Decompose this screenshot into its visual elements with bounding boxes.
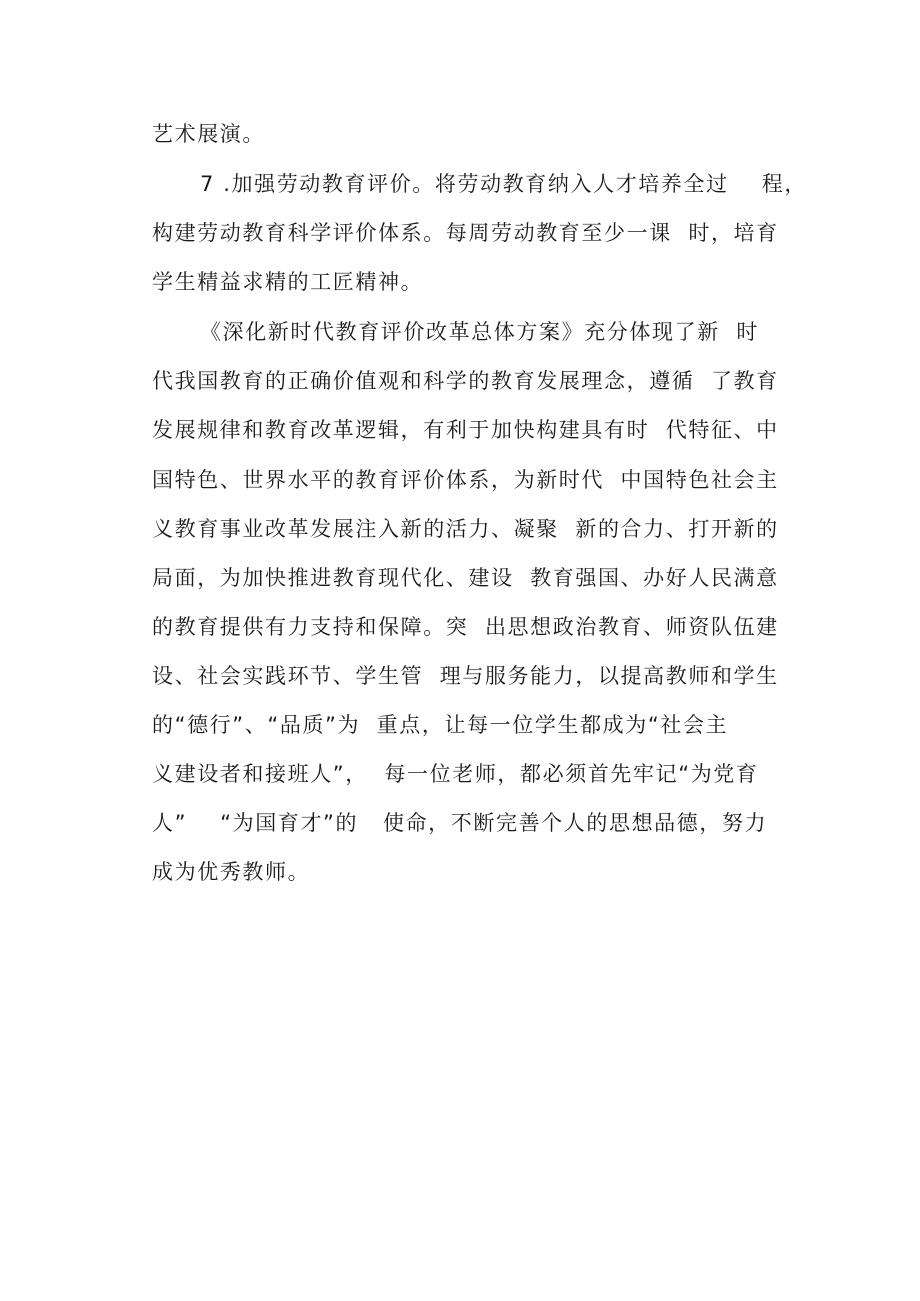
text-line: 成为优秀教师。 xyxy=(152,860,311,884)
text-line: 发展规律和教育改革逻辑，有利于加快构建具有时 代特征、中 xyxy=(152,418,779,442)
text-line: 的“德行”、“品质”为 重点，让每一位学生都成为“社会主 xyxy=(152,713,729,737)
text-line: 艺术展演。 xyxy=(152,122,265,146)
text-line: 设、社会实践环节、学生管 理与服务能力，以提高教师和学生 xyxy=(152,664,779,688)
text-line: 义教育事业改革发展注入新的活力、凝聚 新的合力、打开新的 xyxy=(152,517,779,541)
list-item-heading: 7 .加强劳动教育评价。将劳动教育纳入人才培养全过 程， xyxy=(200,172,808,196)
paragraph-start: 《深化新时代教育评价改革总体方案》充分体现了新 时 xyxy=(200,320,759,344)
text-line: 构建劳动教育科学评价体系。每周劳动教育至少一课 时，培育 xyxy=(152,221,779,245)
text-line: 学生精益求精的工匠精神。 xyxy=(152,270,424,294)
text-line: 代我国教育的正确价值观和科学的教育发展理念，遵循 了教育 xyxy=(152,369,779,393)
text-line: 局面，为加快推进教育现代化、建设 教育强国、办好人民满意 xyxy=(152,566,779,590)
text-line: 义建设者和接班人”， 每一位老师，都必须首先牢记“为党育 xyxy=(152,762,759,786)
text-line: 国特色、世界水平的教育评价体系，为新时代 中国特色社会主 xyxy=(152,468,779,492)
text-line: 人” “为国育才”的 使命，不断完善个人的思想品德，努力 xyxy=(152,811,768,835)
text-line: 的教育提供有力支持和保障。突 出思想政治教育、师资队伍建 xyxy=(152,615,779,639)
